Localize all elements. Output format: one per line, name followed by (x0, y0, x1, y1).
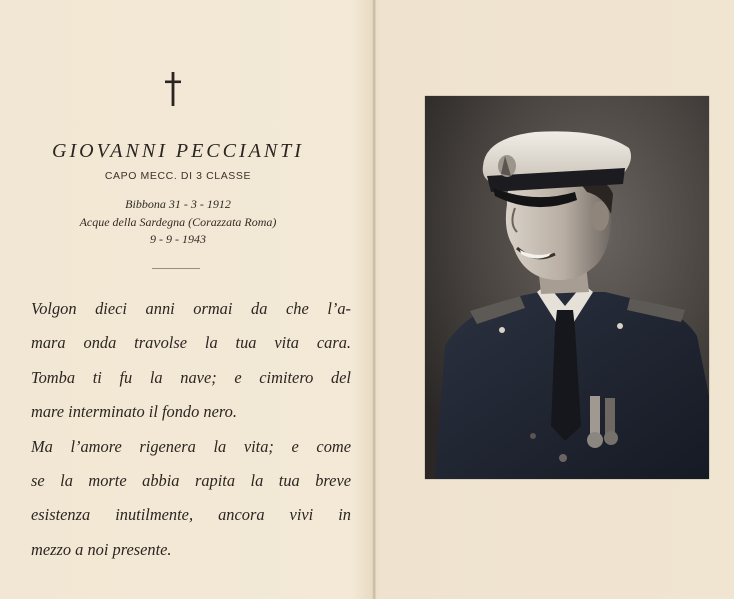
portrait-illustration (425, 96, 709, 479)
cross-icon (158, 70, 188, 110)
portrait-photo (425, 96, 709, 479)
divider (152, 268, 200, 269)
poem-line: mezzo a noi presente. (31, 539, 172, 559)
poem-line: mara onda travolse la tua vita cara. (31, 333, 351, 353)
card-fold (372, 0, 376, 599)
memorial-poem (31, 292, 351, 567)
poem-line: esistenza inutilmente, ancora vivi in (31, 505, 351, 525)
deceased-name: GIOVANNI PECCIANTI (52, 140, 304, 162)
rank-title: CAPO MECC. DI 3 CLASSE (104, 170, 252, 182)
death-date: 9 - 9 - 1943 (150, 232, 206, 246)
poem-line: mare interminato il fondo nero. (31, 402, 237, 422)
life-details (0, 196, 356, 249)
death-place: Acque della Sardegna (Corazzata Roma) (79, 214, 277, 229)
poem-line: Ma l’amore rigenera la vita; e come (31, 436, 351, 456)
poem-line: se la morte abbia rapita la tua breve (31, 471, 351, 491)
poem-line: Volgon dieci anni ormai da che l’a- (31, 299, 351, 318)
birth-line: Bibbona 31 - 3 - 1912 (125, 197, 231, 211)
poem-line: Tomba ti fu la nave; e cimitero del (31, 367, 351, 387)
